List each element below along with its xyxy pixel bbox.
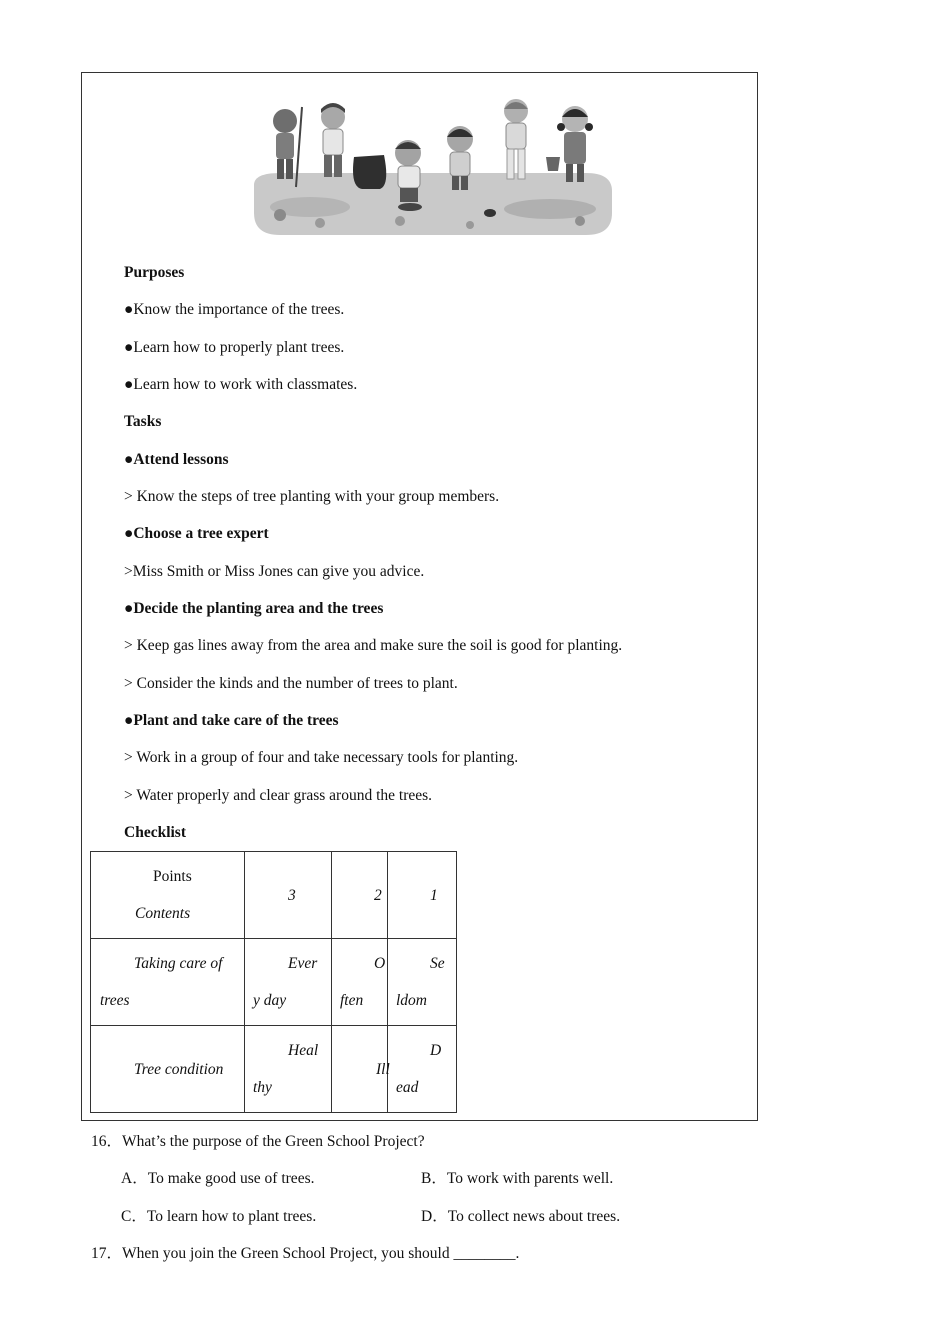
table-row xyxy=(91,852,457,939)
cell-text: y day xyxy=(253,992,287,1009)
contents-label: Contents xyxy=(135,905,191,922)
table-cell xyxy=(388,939,457,1026)
table-cell xyxy=(388,1026,457,1113)
task-detail: > Work in a group of four and take necessary tools for planting. xyxy=(124,749,519,766)
tasks-heading: Tasks xyxy=(124,413,162,430)
option-d: D．To collect news about trees. xyxy=(421,1208,621,1225)
table-cell xyxy=(91,939,245,1026)
purposes-heading: Purposes xyxy=(124,264,185,281)
purpose-item: ●Learn how to properly plant trees. xyxy=(124,339,345,356)
cell-text: ften xyxy=(340,992,364,1009)
task-detail: > Keep gas lines away from the area and make sure the soil is good for planting. xyxy=(124,637,623,654)
children-planting-illustration xyxy=(250,95,616,237)
table-cell xyxy=(332,1026,388,1113)
purpose-item: ●Know the importance of the trees. xyxy=(124,301,345,318)
table-cell xyxy=(91,852,245,939)
cell-text: Heal xyxy=(288,1042,319,1059)
task-title: ●Plant and take care of the trees xyxy=(124,712,339,729)
table-row xyxy=(91,1026,457,1113)
task-title: ●Attend lessons xyxy=(124,451,229,468)
row-label: Tree condition xyxy=(134,1061,224,1078)
question-16: 16．What’s the purpose of the Green School Project? xyxy=(91,1133,425,1150)
cell-text: Ill xyxy=(376,1061,390,1078)
table-cell xyxy=(388,852,457,939)
row-label: Taking care of xyxy=(134,955,223,972)
option-a: A．To make good use of trees. xyxy=(121,1170,315,1187)
column-header: 3 xyxy=(288,887,296,904)
table-row xyxy=(91,939,457,1026)
column-header: 1 xyxy=(430,887,438,904)
cell-text: Se xyxy=(430,955,445,972)
table-cell xyxy=(245,1026,332,1113)
points-label: Points xyxy=(153,868,192,885)
task-detail: >Miss Smith or Miss Jones can give you advice. xyxy=(124,563,425,580)
column-header: 2 xyxy=(374,887,382,904)
checklist-table xyxy=(90,851,457,1113)
question-17: 17．When you join the Green School Project, you should ________. xyxy=(91,1245,520,1262)
task-detail: > Know the steps of tree planting with your group members. xyxy=(124,488,500,505)
table-cell xyxy=(245,852,332,939)
cell-text: Ever xyxy=(288,955,318,972)
row-label: trees xyxy=(100,992,130,1009)
checklist-heading: Checklist xyxy=(124,824,186,841)
task-title: ●Choose a tree expert xyxy=(124,525,269,542)
task-title: ●Decide the planting area and the trees xyxy=(124,600,384,617)
cell-text: ead xyxy=(396,1079,419,1096)
cell-text: thy xyxy=(253,1079,272,1096)
table-cell xyxy=(332,852,388,939)
option-b: B．To work with parents well. xyxy=(421,1170,614,1187)
task-detail: > Consider the kinds and the number of trees to plant. xyxy=(124,675,458,692)
table-cell xyxy=(245,939,332,1026)
cell-text: O xyxy=(374,955,386,972)
task-detail: > Water properly and clear grass around the trees. xyxy=(124,787,433,804)
table-cell xyxy=(332,939,388,1026)
purpose-item: ●Learn how to work with classmates. xyxy=(124,376,358,393)
cell-text: ldom xyxy=(396,992,427,1009)
cell-text: D xyxy=(430,1042,442,1059)
option-c: C．To learn how to plant trees. xyxy=(121,1208,317,1225)
table-cell xyxy=(91,1026,245,1113)
